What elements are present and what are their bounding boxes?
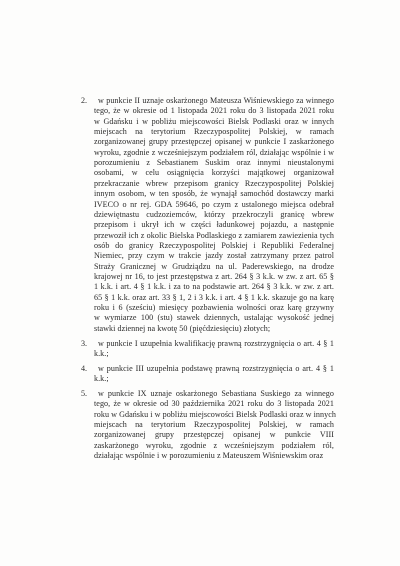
- document-text-line: w Gdańsku i w pobliżu miejscowości Bielsk Podlaski oraz w innych: [94, 116, 334, 126]
- document-text-line: w wymiarze 100 (stu) stawek dziennych, ustalając wysokość jednej: [94, 313, 334, 323]
- document-text-line: k.k.;: [94, 348, 109, 358]
- document-text-line: przepisom i ukrył ich w części ładunkowej pojazdu, a następnie: [94, 220, 334, 230]
- document-text-line: przekraczanie wbrew przepisom granicy Rzeczypospolitej Polskiej: [94, 178, 334, 188]
- document-text-line: tego, że w okresie od 1 listopada 2021 roku do 3 listopada 2021 roku: [94, 106, 334, 116]
- document-text-line: zaskarżonego wyroku, zgodnie z wcześniejszym podziałem ról,: [94, 440, 334, 450]
- document-text-line: w punkcie I uzupełnia kwalifikację prawną rozstrzygnięcia o art. 4 § 1: [98, 338, 334, 348]
- document-text-line: osób do granicy Rzeczypospolitej Polskiej i Republiki Federalnej: [94, 240, 334, 250]
- document-text-line: miejscach na terytorium Rzeczypospolitej Polskiej, w ramach: [94, 127, 334, 137]
- document-text-line: zorganizowanej grupy przestępczej opisanej w punkcie VIII: [94, 430, 334, 440]
- document-text-line: roku i 6 (sześciu) miesięcy pozbawienia wolności oraz karę grzywny: [94, 303, 334, 312]
- document-text-line: w punkcie II uznaje oskarżonego Mateusza Wiśniewskiego za winnego: [98, 96, 334, 105]
- document-text-line: porozumieniu z Sebastianem Suskim oraz innymi nieustalonymi: [94, 158, 334, 168]
- document-text-line: miejscach na terytorium Rzeczypospolitej Polskiej, w ramach: [94, 420, 334, 429]
- document-text-line: 1 k.k. i art. 4 § 1 k.k. i za to na podstawie art. 264 § 3 k.k. w zw. z art.: [94, 282, 334, 292]
- list-item-number: 3.: [81, 338, 88, 348]
- document-text-line: krajowej nr 16, to jest przestępstwa z art. 264 § 3 k.k. w zw. z art. 65 §: [94, 271, 334, 281]
- document-text-line: IVECO o nr rej. GDA 59646, po czym z ustalonego miejsca odebrał: [94, 199, 334, 209]
- document-text-line: w punkcie IX uznaje oskarżonego Sebastiana Suskiego za winnego: [98, 388, 334, 398]
- document-text-line: k.k.;: [94, 374, 109, 384]
- list-item-number: 5.: [81, 388, 88, 398]
- document-text-line: przewoził ich z okolic Bielska Podlaskiego z zamiarem zawiezienia tych: [94, 230, 334, 240]
- list-item-number: 4.: [81, 363, 88, 373]
- document-text-line: innym osobom, w ten sposób, że wynajął samochód dostawczy marki: [94, 189, 334, 199]
- document-text-line: 65 § 1 k.k. oraz art. 33 § 1, 2 i 3 k.k. i art. 4 § 1 k.k. skazuje go na karę: [94, 292, 334, 302]
- document-text-line: Straży Granicznej w Grudziądzu na ul. Paderewskiego, na drodze: [94, 261, 334, 271]
- list-item-number: 2.: [81, 96, 88, 105]
- document-text-line: w punkcie III uzupełnia podstawę prawną rozstrzygnięcia o art. 4 § 1: [98, 363, 334, 373]
- document-text-line: roku w Gdańsku i w pobliżu miejscowości Bielsk Podlaski oraz w innych: [94, 409, 336, 419]
- document-text-line: działając wspólnie i w porozumieniu z Mateuszem Wiśniewskim oraz: [94, 451, 324, 461]
- document-text-line: dziewiętnastu cudzoziemców, którzy przekroczyli granicę wbrew: [94, 209, 334, 219]
- document-text-line: wyroku, zgodnie z wcześniejszym podziałem ról, działając wspólnie i w: [94, 147, 334, 157]
- document-text-line: zorganizowanej grupy przestępczej opisanej w punkcie I zaskarżonego: [94, 137, 334, 147]
- document-text-line: osobami, w celu osiągnięcia korzyści majątkowej organizował: [94, 168, 334, 178]
- document-text-line: Niemiec, przy czym w trakcie jazdy został zatrzymany przez patrol: [94, 251, 334, 261]
- document-text-line: stawki dziennej na kwotę 50 (pięćdziesięciu) złotych;: [94, 323, 271, 333]
- document-text-line: tego, że w okresie od 30 października 2021 roku do 3 listopada 2021: [94, 399, 334, 409]
